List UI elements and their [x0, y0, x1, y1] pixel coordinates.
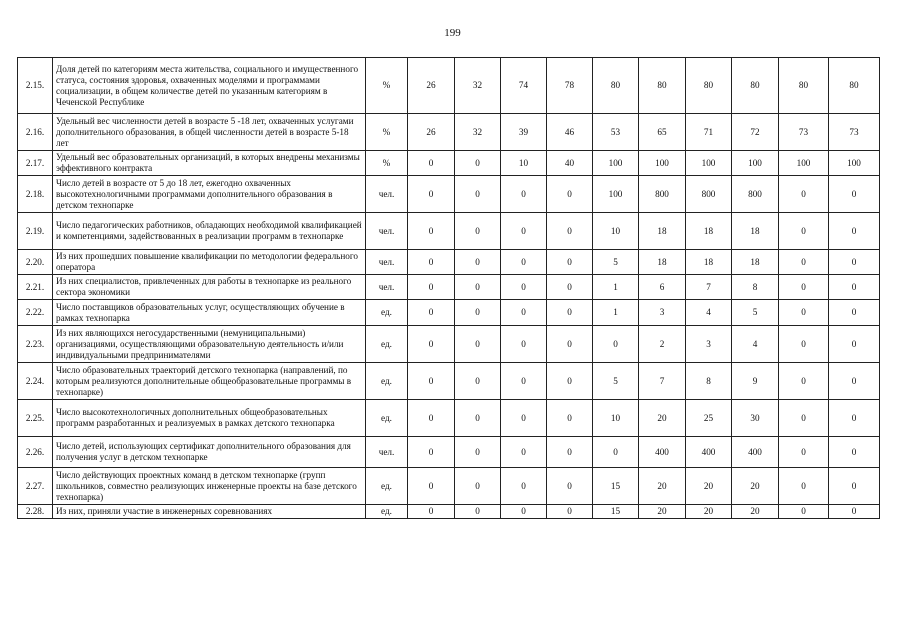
- row-value: 80: [732, 58, 779, 114]
- row-value: 0: [547, 505, 593, 519]
- row-value: 5: [732, 300, 779, 326]
- row-value: 0: [455, 363, 501, 400]
- row-value: 0: [408, 176, 455, 213]
- row-number: 2.20.: [18, 250, 53, 275]
- row-number: 2.15.: [18, 58, 53, 114]
- row-unit: ед.: [366, 468, 408, 505]
- row-value: 0: [779, 363, 829, 400]
- row-value: 100: [593, 176, 639, 213]
- row-value: 20: [639, 468, 686, 505]
- row-value: 40: [547, 151, 593, 176]
- row-value: 78: [547, 58, 593, 114]
- row-value: 8: [732, 275, 779, 300]
- row-value: 2: [639, 326, 686, 363]
- table-row: [18, 213, 880, 250]
- row-value: 0: [455, 505, 501, 519]
- row-value: 0: [408, 275, 455, 300]
- row-value: 20: [686, 505, 732, 519]
- row-number: 2.25.: [18, 400, 53, 437]
- row-value: 3: [686, 326, 732, 363]
- row-value: 20: [639, 400, 686, 437]
- row-value: 9: [732, 363, 779, 400]
- table-body: [18, 58, 880, 519]
- row-value: 5: [593, 250, 639, 275]
- row-value: 0: [455, 326, 501, 363]
- row-description: Доля детей по категориям места жительства, социального и имущественного статуса, состояния здоровья, охваченных моделями и программами социализации, в общем количестве детей по указанным категориям в Чеченской Республике: [53, 58, 366, 114]
- row-description: Из них специалистов, привлеченных для работы в технопарке из реального сектора экономики: [53, 275, 366, 300]
- row-value: 0: [547, 300, 593, 326]
- row-value: 26: [408, 114, 455, 151]
- row-value: 74: [501, 58, 547, 114]
- table-row: [18, 326, 880, 363]
- row-description: Число высокотехнологичных дополнительных общеобразовательных программ разработанных и реализуемых в рамках детского технопарка: [53, 400, 366, 437]
- row-value: 25: [686, 400, 732, 437]
- row-value: 0: [779, 505, 829, 519]
- row-value: 0: [829, 468, 880, 505]
- row-value: 400: [686, 437, 732, 468]
- table-row: [18, 58, 880, 114]
- row-value: 0: [829, 437, 880, 468]
- row-value: 0: [501, 213, 547, 250]
- row-value: 7: [639, 363, 686, 400]
- row-value: 0: [779, 437, 829, 468]
- row-value: 53: [593, 114, 639, 151]
- row-value: 0: [547, 437, 593, 468]
- table-row: [18, 363, 880, 400]
- row-value: 80: [686, 58, 732, 114]
- row-value: 1: [593, 300, 639, 326]
- row-value: 15: [593, 468, 639, 505]
- row-value: 72: [732, 114, 779, 151]
- row-value: 4: [686, 300, 732, 326]
- row-value: 400: [732, 437, 779, 468]
- row-value: 0: [547, 213, 593, 250]
- row-value: 10: [501, 151, 547, 176]
- row-description: Из них прошедших повышение квалификации по методологии федерального оператора: [53, 250, 366, 275]
- table-row: [18, 468, 880, 505]
- row-unit: ед.: [366, 363, 408, 400]
- row-value: 7: [686, 275, 732, 300]
- row-value: 80: [779, 58, 829, 114]
- row-number: 2.27.: [18, 468, 53, 505]
- row-value: 6: [639, 275, 686, 300]
- row-value: 10: [593, 213, 639, 250]
- row-unit: ед.: [366, 326, 408, 363]
- row-value: 800: [686, 176, 732, 213]
- row-value: 0: [501, 363, 547, 400]
- row-unit: чел.: [366, 176, 408, 213]
- table-row: [18, 400, 880, 437]
- row-value: 65: [639, 114, 686, 151]
- row-value: 4: [732, 326, 779, 363]
- row-value: 20: [639, 505, 686, 519]
- row-value: 0: [455, 250, 501, 275]
- table-row: [18, 176, 880, 213]
- page-number: 199: [444, 27, 461, 39]
- table-row: [18, 151, 880, 176]
- row-value: 0: [829, 505, 880, 519]
- row-number: 2.28.: [18, 505, 53, 519]
- row-description: Число детей в возрасте от 5 до 18 лет, ежегодно охваченных высокотехнологичными программами дополнительного образования в детском технопарке: [53, 176, 366, 213]
- row-value: 18: [639, 250, 686, 275]
- row-value: 3: [639, 300, 686, 326]
- row-unit: чел.: [366, 250, 408, 275]
- row-value: 0: [501, 468, 547, 505]
- row-unit: ед.: [366, 300, 408, 326]
- row-value: 0: [501, 437, 547, 468]
- row-value: 0: [408, 363, 455, 400]
- row-value: 800: [732, 176, 779, 213]
- row-description: Число действующих проектных команд в детском технопарке (групп школьников, совместно реализующих инженерные проекты на базе детского технопарка): [53, 468, 366, 505]
- row-value: 5: [593, 363, 639, 400]
- row-value: 73: [779, 114, 829, 151]
- table-row: [18, 505, 880, 519]
- row-description: Число детей, использующих сертификат дополнительного образования для получения услуг в детском технопарке: [53, 437, 366, 468]
- row-unit: чел.: [366, 213, 408, 250]
- row-number: 2.24.: [18, 363, 53, 400]
- row-value: 0: [501, 176, 547, 213]
- row-description: Из них являющихся негосударственными (немуниципальными) организациями, осуществляющими образовательную деятельность и/или индивидуальными предпринимателями: [53, 326, 366, 363]
- row-value: 73: [829, 114, 880, 151]
- row-value: 18: [686, 250, 732, 275]
- row-value: 0: [547, 363, 593, 400]
- row-description: Число поставщиков образовательных услуг, осуществляющих обучение в рамках технопарка: [53, 300, 366, 326]
- row-unit: %: [366, 58, 408, 114]
- row-value: 32: [455, 114, 501, 151]
- row-number: 2.19.: [18, 213, 53, 250]
- row-value: 0: [408, 400, 455, 437]
- row-value: 100: [732, 151, 779, 176]
- row-description: Удельный вес образовательных организаций, в которых внедрены механизмы эффективного контракта: [53, 151, 366, 176]
- row-value: 0: [779, 300, 829, 326]
- indicators-table: [17, 57, 880, 519]
- row-value: 26: [408, 58, 455, 114]
- row-value: 0: [501, 250, 547, 275]
- row-value: 15: [593, 505, 639, 519]
- row-value: 0: [829, 176, 880, 213]
- row-number: 2.21.: [18, 275, 53, 300]
- row-value: 0: [455, 213, 501, 250]
- row-value: 18: [732, 250, 779, 275]
- row-number: 2.26.: [18, 437, 53, 468]
- table-row: [18, 437, 880, 468]
- row-value: 0: [455, 437, 501, 468]
- row-value: 0: [829, 300, 880, 326]
- row-value: 0: [547, 275, 593, 300]
- row-value: 18: [639, 213, 686, 250]
- row-number: 2.17.: [18, 151, 53, 176]
- row-value: 0: [408, 213, 455, 250]
- row-value: 100: [593, 151, 639, 176]
- row-value: 20: [686, 468, 732, 505]
- row-value: 0: [547, 400, 593, 437]
- row-value: 0: [547, 468, 593, 505]
- row-value: 0: [501, 505, 547, 519]
- row-value: 39: [501, 114, 547, 151]
- row-description: Число педагогических работников, обладающих необходимой квалификацией и компетенциями, задействованных в реализации программ в технопарке: [53, 213, 366, 250]
- row-description: Удельный вес численности детей в возрасте 5 -18 лет, охваченных услугами дополнительного образования, в общей численности детей в возрасте 5-18 лет: [53, 114, 366, 151]
- row-unit: чел.: [366, 437, 408, 468]
- row-value: 0: [455, 300, 501, 326]
- row-value: 0: [408, 505, 455, 519]
- row-value: 0: [779, 326, 829, 363]
- row-value: 400: [639, 437, 686, 468]
- table-row: [18, 275, 880, 300]
- row-value: 71: [686, 114, 732, 151]
- row-value: 0: [408, 151, 455, 176]
- row-value: 0: [455, 275, 501, 300]
- row-value: 0: [779, 176, 829, 213]
- row-value: 20: [732, 468, 779, 505]
- row-value: 20: [732, 505, 779, 519]
- row-unit: %: [366, 114, 408, 151]
- row-value: 0: [829, 213, 880, 250]
- row-value: 0: [547, 176, 593, 213]
- row-value: 0: [593, 326, 639, 363]
- row-value: 0: [455, 176, 501, 213]
- row-value: 0: [501, 300, 547, 326]
- row-value: 18: [732, 213, 779, 250]
- row-description: Число образовательных траекторий детского технопарка (направлений, по которым реализуются дополнительные общеобразовательные программы в технопарке): [53, 363, 366, 400]
- row-value: 100: [639, 151, 686, 176]
- row-description: Из них, приняли участие в инженерных соревнованиях: [53, 505, 366, 519]
- row-value: 0: [779, 275, 829, 300]
- row-unit: ед.: [366, 505, 408, 519]
- row-value: 0: [408, 437, 455, 468]
- row-value: 0: [547, 326, 593, 363]
- row-value: 100: [779, 151, 829, 176]
- row-value: 0: [593, 437, 639, 468]
- table-row: [18, 250, 880, 275]
- row-value: 0: [501, 275, 547, 300]
- row-number: 2.23.: [18, 326, 53, 363]
- row-value: 0: [547, 250, 593, 275]
- row-value: 1: [593, 275, 639, 300]
- row-value: 0: [779, 250, 829, 275]
- table-row: [18, 114, 880, 151]
- row-value: 30: [732, 400, 779, 437]
- row-value: 0: [829, 363, 880, 400]
- row-value: 80: [829, 58, 880, 114]
- row-value: 0: [829, 326, 880, 363]
- row-number: 2.22.: [18, 300, 53, 326]
- row-value: 0: [455, 151, 501, 176]
- row-value: 0: [408, 468, 455, 505]
- row-value: 8: [686, 363, 732, 400]
- row-unit: ед.: [366, 400, 408, 437]
- row-value: 0: [408, 250, 455, 275]
- row-value: 0: [829, 400, 880, 437]
- row-value: 0: [779, 468, 829, 505]
- row-value: 0: [829, 250, 880, 275]
- row-value: 100: [829, 151, 880, 176]
- row-value: 0: [779, 400, 829, 437]
- row-value: 0: [501, 326, 547, 363]
- row-value: 0: [501, 400, 547, 437]
- row-value: 0: [779, 213, 829, 250]
- row-value: 100: [686, 151, 732, 176]
- row-value: 0: [455, 468, 501, 505]
- row-value: 0: [408, 300, 455, 326]
- row-value: 46: [547, 114, 593, 151]
- row-value: 32: [455, 58, 501, 114]
- row-unit: чел.: [366, 275, 408, 300]
- row-number: 2.18.: [18, 176, 53, 213]
- row-value: 0: [408, 326, 455, 363]
- row-number: 2.16.: [18, 114, 53, 151]
- row-value: 80: [593, 58, 639, 114]
- row-value: 800: [639, 176, 686, 213]
- table-row: [18, 300, 880, 326]
- row-value: 10: [593, 400, 639, 437]
- row-value: 80: [639, 58, 686, 114]
- row-value: 0: [455, 400, 501, 437]
- row-unit: %: [366, 151, 408, 176]
- row-value: 18: [686, 213, 732, 250]
- row-value: 0: [829, 275, 880, 300]
